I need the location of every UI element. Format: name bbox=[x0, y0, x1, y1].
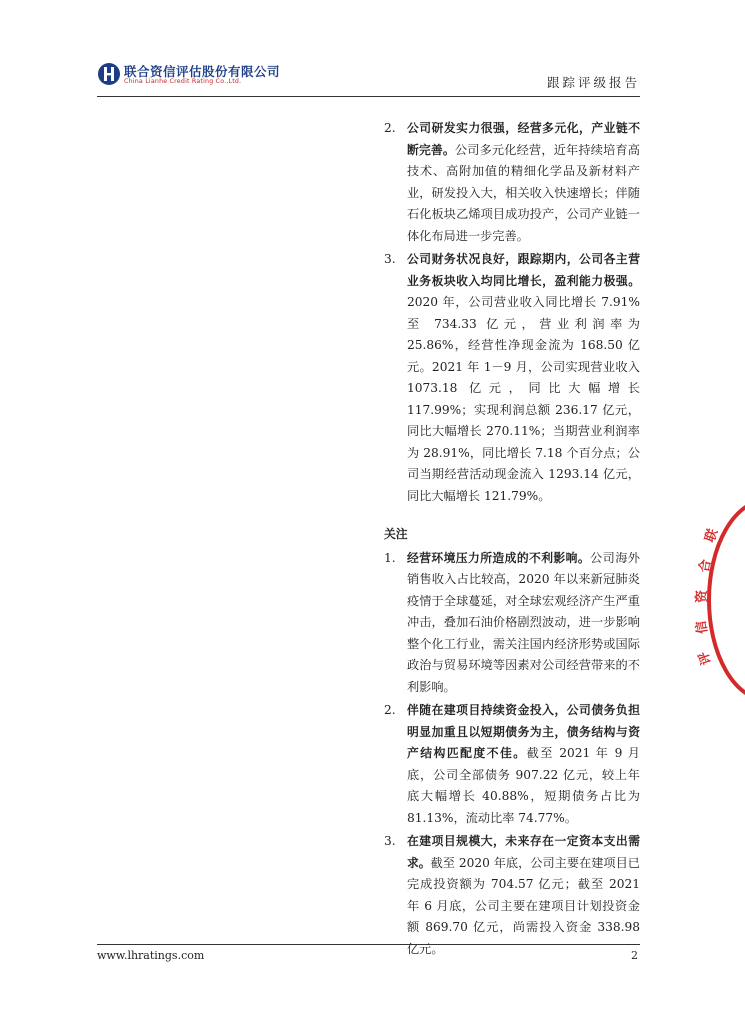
item-text: 公司多元化经营，近年持续培育高技术、高附加值的精细化学品及新材料产业，研发投入大，相关收入快速增长；伴随石化板块乙烯项目成功投产，公司产业链一体化布局进一步完善。 bbox=[407, 142, 640, 243]
header-divider bbox=[97, 96, 640, 97]
footer-divider bbox=[97, 944, 640, 945]
strength-item bbox=[384, 118, 640, 247]
concerns-heading: 关注 bbox=[384, 527, 408, 541]
concern-item bbox=[384, 548, 640, 699]
item-text: 截至 2021 年 9 月底，公司全部债务 907.22 亿元，较上年底大幅增长 40.88%，短期债务占比为 81.13%，流动比率 74.77%。 bbox=[407, 746, 640, 825]
strength-item bbox=[384, 249, 640, 507]
footer-website: www.lhratings.com bbox=[97, 949, 205, 962]
item-headline: 公司财务状况良好，跟踪期内，公司各主营业务板块收入均同比增长，盈利能力极强。 bbox=[407, 252, 640, 288]
item-headline: 在建项目规模大，未来存在一定资本支出需求。 bbox=[407, 834, 640, 870]
item-text: 公司海外销售收入占比较高，2020 年以来新冠肺炎疫情于全球蔓延，对全球宏观经济产生严重冲击，叠加石油价格剧烈波动，进一步影响整个化工行业，需关注国内经济形势或国际政治与贸易环境等因素对公司经营带来的不利影响。 bbox=[407, 550, 640, 694]
svg-text:合: 合 bbox=[697, 558, 715, 574]
item-number: 3. bbox=[384, 834, 396, 848]
item-number: 2. bbox=[384, 703, 396, 717]
concern-item bbox=[384, 831, 640, 960]
concern-item bbox=[384, 700, 640, 829]
report-body bbox=[384, 118, 640, 962]
item-number: 3. bbox=[384, 252, 396, 266]
svg-text:信: 信 bbox=[693, 619, 711, 635]
svg-text:资: 资 bbox=[695, 589, 710, 603]
svg-text:评: 评 bbox=[696, 649, 715, 667]
company-logo-icon bbox=[97, 62, 121, 86]
item-text: 2020 年，公司营业收入同比增长 7.91%至 734.33 亿元，营业利润率为 25.86%，经营性净现金流为 168.50 亿元。2021 年 1－9 月，公司实现营业收入 1073.18 亿元，同比大幅增长 117.99%；实现利润总额 236.17 亿元，同比大幅增长 270.11%；当期营业利润率为 28.91%，同比增长 7.18 个百分点；公司当期经营活动现金流入 1293.14 亿元，同比大幅增长 121.79%。 bbox=[407, 295, 640, 503]
item-number: 2. bbox=[384, 121, 396, 135]
item-headline: 经营环境压力所造成的不利影响。 bbox=[407, 550, 591, 565]
seal-stamp-icon bbox=[693, 495, 745, 705]
page-number: 2 bbox=[631, 949, 638, 962]
item-number: 1. bbox=[384, 550, 396, 565]
company-name-cn: 联合资信评估股份有限公司 bbox=[124, 64, 281, 79]
svg-text:联: 联 bbox=[702, 527, 722, 545]
item-headline: 伴随在建项目持续资金投入，公司债务负担明显加重且以短期债务为主，债务结构与资产结构匹配度不佳。 bbox=[407, 703, 640, 760]
item-text: 截至 2020 年底，公司主要在建项目已完成投资额为 704.57 亿元；截至 2021 年 6 月底，公司主要在建项目计划投资金额 869.70 亿元，尚需投入资金 338.98 亿元。 bbox=[407, 855, 640, 956]
company-name-en: China Lianhe Credit Rating Co.,Ltd. bbox=[124, 78, 242, 85]
report-type-label: 跟踪评级报告 bbox=[546, 75, 640, 90]
item-headline: 公司研发实力很强，经营多元化，产业链不断完善。 bbox=[407, 121, 640, 157]
